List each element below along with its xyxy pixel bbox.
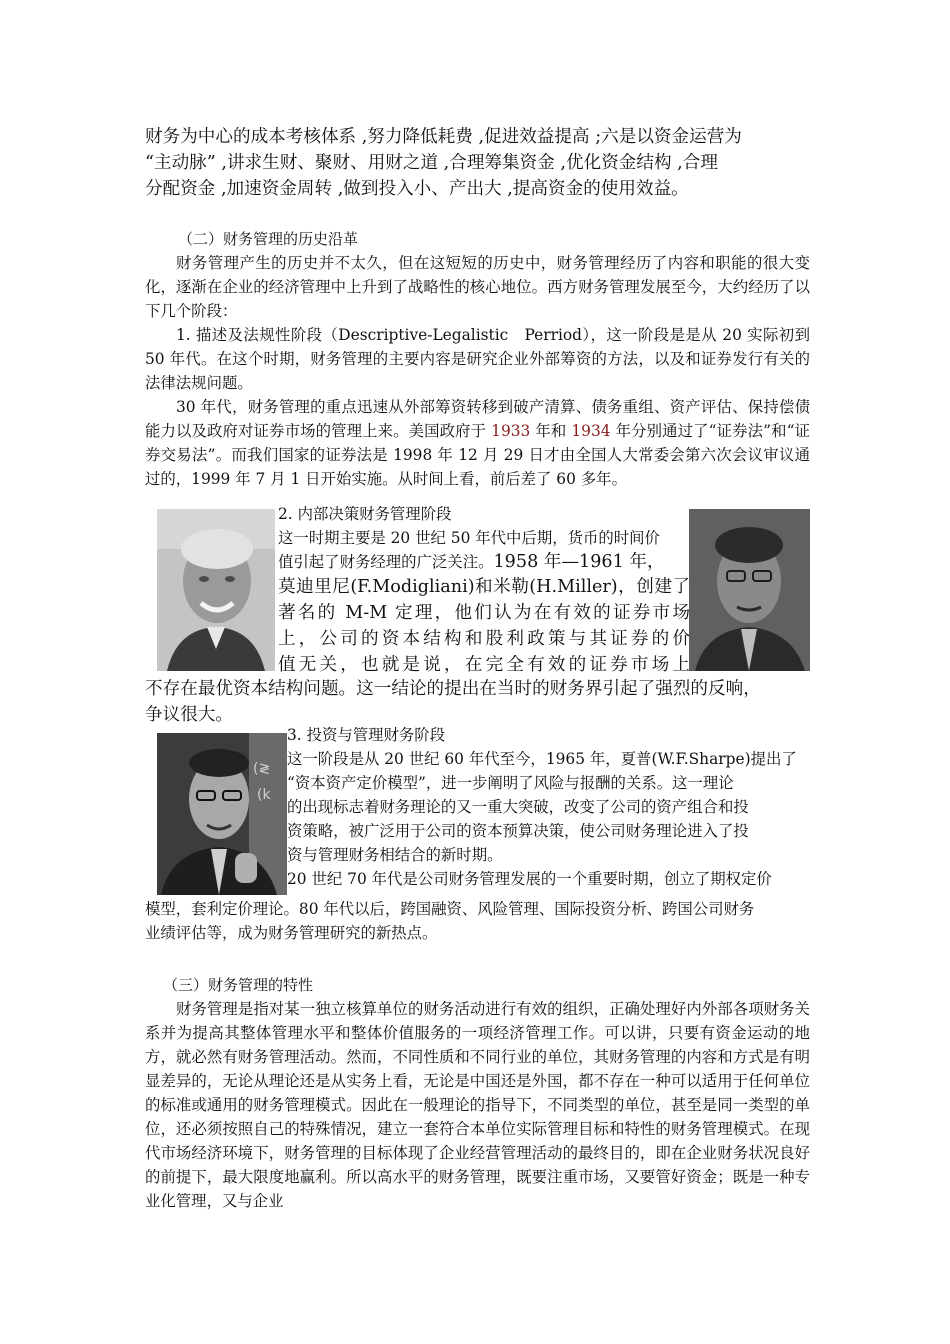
stage2-line-6: 值无关，也就是说，在完全有效的证券市场上 bbox=[278, 655, 690, 675]
portrait-sharpe-photo bbox=[157, 733, 287, 895]
history-paragraph: 财务管理产生的历史并不太久，但在这短短的历史中，财务管理经历了内容和职能的很大变化，逐渐在企业的经济管理中上升到了战略性的核心地位。西方财务管理发展至今，大约经历了以下几个阶段： bbox=[145, 254, 810, 320]
year-1934: 1934 bbox=[571, 422, 611, 440]
stage3-line-3: 的出现标志着财务理论的又一重大突破，改变了公司的资产组合和投 bbox=[287, 798, 749, 816]
stage3-line-8: 业绩评估等，成为财务管理研究的新热点。 bbox=[145, 924, 438, 942]
stage3-line-1: 这一阶段是从 20 世纪 60 年代至今，1965 年，夏普(W.F.Sharpe)提出了 bbox=[287, 750, 797, 768]
portrait-miller-photo bbox=[689, 509, 810, 671]
stage2-heading: 2. 内部决策财务管理阶段 bbox=[278, 505, 452, 523]
stage3-line-5: 资与管理财务相结合的新时期。 bbox=[287, 846, 503, 864]
intro-line-2: “主动脉” ,讲求生财、聚财、用财之道 ,合理筹集资金 ,优化资金结构 ,合理 bbox=[145, 153, 718, 173]
stage2-years: 1958 年—1961 年， bbox=[493, 552, 665, 572]
svg-text:(k: (k bbox=[257, 787, 271, 803]
intro-line-3: 分配资金 ,加速资金周转 ,做到投入小、产出大 ,提高资金的使用效益。 bbox=[145, 179, 689, 199]
section2-heading: （二）财务管理的历史沿革 bbox=[178, 230, 359, 248]
thirties-paragraph: 30 年代，财务管理的重点迅速从外部筹资转移到破产清算、债务重组、资产评估、保持偿债能力以及政府对证券市场的管理上来。美国政府于 1933 年和 1934 年分别通过了“证券法”和“证券交易法”。而我们国家的证券法是 1998 年 12 月 29 日才由全国人大常委会第六次会议审议通过的，1999 年 7 月 1 日开始实施。从时间上看，前后差了 60 多年。 bbox=[145, 398, 810, 488]
stage2-line-2: 值引起了财务经理的广泛关注。 bbox=[278, 553, 494, 571]
stage2-tail bbox=[145, 676, 810, 728]
stage3-heading: 3. 投资与管理财务阶段 bbox=[287, 726, 446, 744]
section3-body bbox=[145, 997, 810, 1213]
stage3-line-4: 资策略，被广泛用于公司的资本预算决策，使公司财务理论进入了投 bbox=[287, 822, 749, 840]
svg-text:(≷: (≷ bbox=[253, 761, 271, 777]
section2-body bbox=[145, 251, 810, 491]
stage3-line-7: 模型，套利定价理论。80 年代以后，跨国融资、风险管理、国际投资分析、跨国公司财务 bbox=[145, 900, 755, 918]
stage2-line-1: 这一时期主要是 20 世纪 50 年代中后期，货币的时间价 bbox=[278, 529, 660, 547]
stage2-line-5: 上，公司的资本结构和股利政策与其证券的价 bbox=[278, 629, 690, 649]
stage3-line-6: 20 世纪 70 年代是公司财务管理发展的一个重要时期，创立了期权定价 bbox=[287, 870, 772, 888]
portrait-modigliani-photo bbox=[157, 509, 275, 671]
intro-line-1: 财务为中心的成本考核体系 ,努力降低耗费 ,促进效益提高 ;六是以资金运营为 bbox=[145, 127, 742, 147]
year-1933: 1933 bbox=[491, 422, 531, 440]
stage3-tail bbox=[145, 897, 810, 945]
stage1-paragraph: 1. 描述及法规性阶段（Descriptive-Legalistic Perriod），这一阶段是是从 20 实际初到 50 年代。在这个时期，财务管理的主要内容是研究企业外部筹资的方法，以及和证券发行有关的法律法规问题。 bbox=[145, 326, 810, 392]
intro-paragraph bbox=[145, 124, 810, 202]
characteristics-paragraph: 财务管理是指对某一独立核算单位的财务活动进行有效的组织，正确处理好内外部各项财务关系并为提高其整体管理水平和整体价值服务的一项经济管理工作。可以讲，只要有资金运动的地方，就必然有财务管理活动。然而，不同性质和不同行业的单位，其财务管理的内容和方式是有明显差异的，无论从理论还是从实务上看，无论是中国还是外国，都不存在一种可以适用于任何单位的标准或通用的财务管理模式。因此在一般理论的指导下，不同类型的单位，甚至是同一类型的单位，还必须按照自己的特殊情况，建立一套符合本单位实际管理目标和特性的财务管理模式。在现代市场经济环境下，财务管理的目标体现了企业经营管理活动的最终目的，即在企业财务状况良好的前提下，最大限度地赢利。所以高水平的财务管理，既要注重市场，又要管好资金；既是一种专业化管理，又与企业 bbox=[145, 1000, 810, 1210]
stage2-line-7: 不存在最优资本结构问题。这一结论的提出在当时的财务界引起了强烈的反响， bbox=[145, 679, 761, 699]
stage2-line-4: 著名的 M-M 定理，他们认为在有效的证券市场 bbox=[278, 603, 690, 623]
stage3-block bbox=[287, 723, 810, 891]
stage2-line-8: 争议很大。 bbox=[145, 705, 233, 725]
stage2-block bbox=[278, 502, 690, 678]
stage2-line-3: 莫迪里尼(F.Modigliani)和米勒(H.Miller)，创建了 bbox=[278, 577, 690, 597]
stage3-line-2: “资本资产定价模型”，进一步阐明了风险与报酬的关系。这一理论 bbox=[287, 774, 734, 792]
section3-heading: （三）财务管理的特性 bbox=[163, 976, 314, 994]
